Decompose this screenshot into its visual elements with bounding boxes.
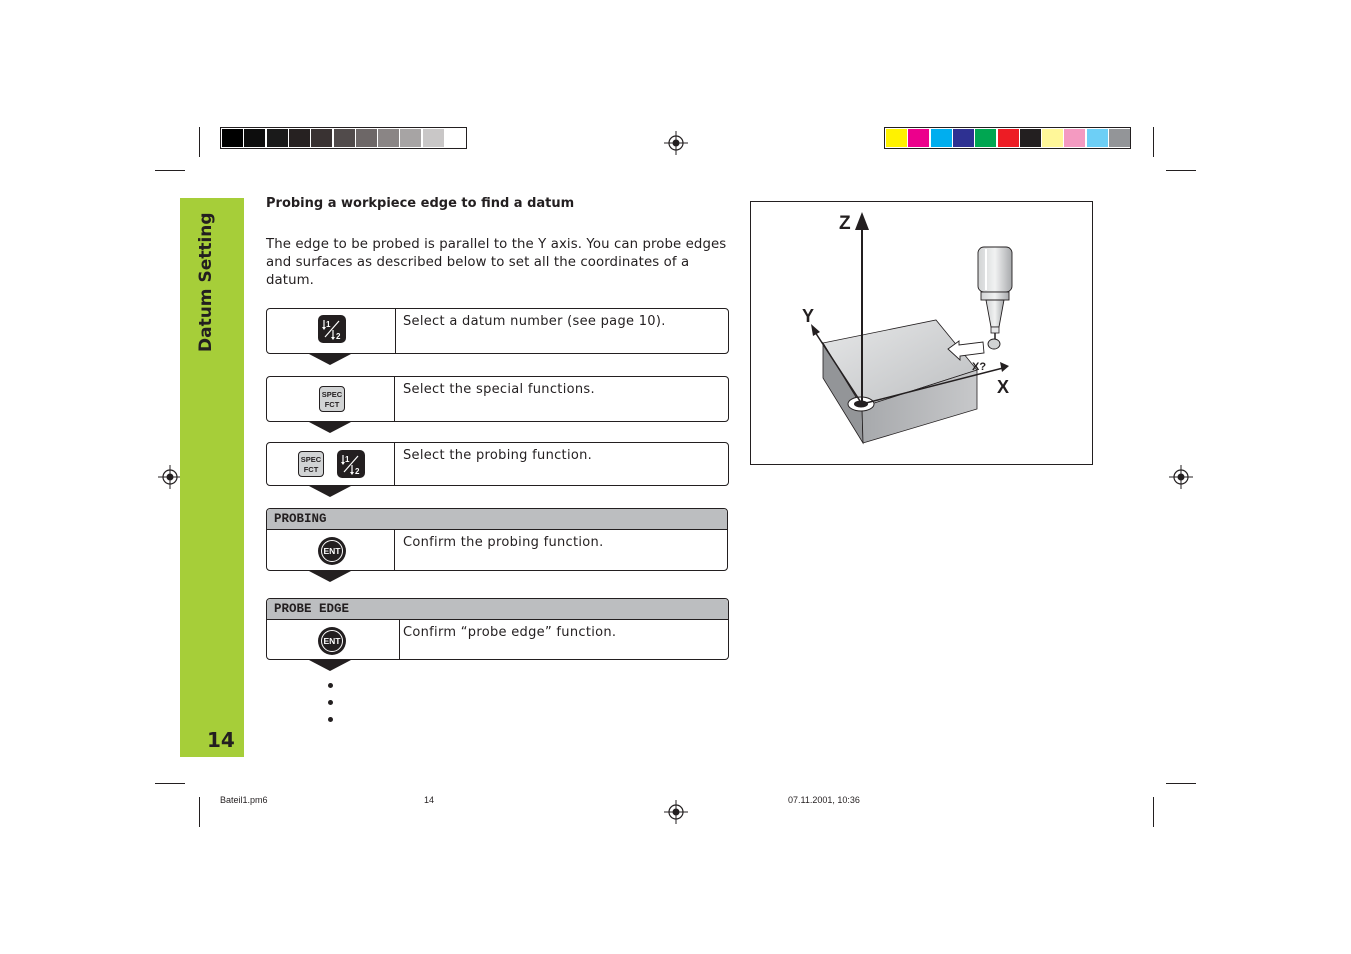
color-swatch [289, 129, 310, 147]
step-description: Confirm the probing function. [403, 535, 604, 550]
axis-y-label: Y [802, 306, 815, 326]
key-cell [267, 530, 395, 570]
display-readout: PROBE EDGE [267, 599, 728, 620]
color-swatch [975, 129, 996, 147]
color-swatch [1042, 129, 1063, 147]
registration-mark-icon [158, 465, 182, 489]
step-arrow-icon [309, 486, 351, 497]
continuation-dot [328, 683, 333, 688]
key-cell [267, 309, 396, 353]
step-arrow-icon [309, 422, 351, 433]
crop-mark [1153, 127, 1154, 157]
fct-key-label: FCT [324, 400, 340, 409]
color-swatch [886, 129, 907, 147]
color-swatch [445, 129, 466, 147]
crop-mark [1153, 797, 1154, 827]
color-swatch [908, 129, 929, 147]
ent-key-icon [318, 537, 346, 565]
step-description: Confirm “probe edge” function. [403, 625, 617, 640]
crop-mark [155, 783, 185, 784]
section-title: Datum Setting [196, 212, 216, 352]
datum-key-glyph [337, 450, 365, 478]
display-readout: PROBING [267, 509, 727, 530]
probing-illustration [750, 201, 1093, 465]
step-box [266, 442, 729, 486]
registration-mark-icon [664, 800, 688, 824]
workpiece-diagram [751, 202, 1092, 464]
datum-key-icon [318, 315, 346, 343]
datum-key-bottom: 2 [355, 467, 360, 476]
intro-line: and surfaces as described below to set all the coordinates of a datum. [266, 255, 690, 288]
step-description: Select the special functions. [403, 382, 595, 397]
color-swatch [222, 129, 243, 147]
intro-line: The edge to be probed is parallel to the Y axis. You can probe edges [266, 237, 727, 252]
ent-key-label: ENT [321, 630, 343, 652]
page-number: 14 [207, 728, 235, 752]
spec-fct-key-icon [298, 451, 324, 477]
step-description: Select the probing function. [403, 448, 593, 463]
step-arrow-icon [309, 660, 351, 671]
spec-key-label: SPEC [300, 455, 322, 464]
step-box [266, 308, 729, 354]
datum-key-top: 1 [326, 320, 331, 329]
footer-page: 14 [424, 795, 435, 805]
crop-mark [155, 170, 185, 171]
color-swatch [953, 129, 974, 147]
step-arrow-icon [309, 571, 351, 582]
step-description: Select a datum number (see page 10). [403, 314, 666, 329]
footer-timestamp: 07.11.2001, 10:36 [788, 795, 860, 805]
crop-mark [1166, 170, 1196, 171]
footer-filename: Bateil1.pm6 [220, 795, 268, 805]
color-swatch [311, 129, 332, 147]
intro-paragraph [266, 236, 736, 290]
color-swatch [931, 129, 952, 147]
crop-mark [199, 797, 200, 827]
step-box [266, 376, 729, 422]
color-swatch [1064, 129, 1085, 147]
color-swatch [334, 129, 355, 147]
color-swatch [1020, 129, 1041, 147]
grayscale-bar [220, 127, 467, 149]
datum-key-bottom: 2 [336, 332, 341, 341]
datum-key-top: 1 [345, 455, 350, 464]
crop-mark [199, 127, 200, 157]
color-swatch [378, 129, 399, 147]
color-swatch [244, 129, 265, 147]
key-cell [267, 443, 395, 485]
crop-mark [1166, 783, 1196, 784]
spec-key-label: SPEC [321, 390, 343, 399]
continuation-dot [328, 700, 333, 705]
color-swatch [998, 129, 1019, 147]
color-swatch [356, 129, 377, 147]
color-swatch [423, 129, 444, 147]
spec-fct-key-icon [319, 386, 345, 412]
ent-key-icon [318, 627, 346, 655]
axis-z-label: Z [839, 213, 851, 234]
color-swatch [1087, 129, 1108, 147]
datum-key-icon [337, 450, 365, 478]
datum-key-glyph [318, 315, 346, 343]
ent-key-label: ENT [321, 540, 343, 562]
continuation-dot [328, 717, 333, 722]
color-swatch [267, 129, 288, 147]
step-box [266, 508, 728, 571]
probe-direction-label: X? [972, 361, 987, 373]
key-cell [267, 620, 400, 659]
color-bar [884, 127, 1131, 149]
step-box [266, 598, 729, 660]
page-heading: Probing a workpiece edge to find a datum [266, 196, 575, 211]
registration-mark-icon [1169, 465, 1193, 489]
registration-mark-icon [664, 131, 688, 155]
fct-key-label: FCT [303, 465, 319, 474]
color-swatch [1109, 129, 1130, 147]
color-swatch [400, 129, 421, 147]
axis-x-label: X [997, 377, 1010, 397]
key-cell [267, 377, 395, 421]
step-arrow-icon [309, 354, 351, 365]
